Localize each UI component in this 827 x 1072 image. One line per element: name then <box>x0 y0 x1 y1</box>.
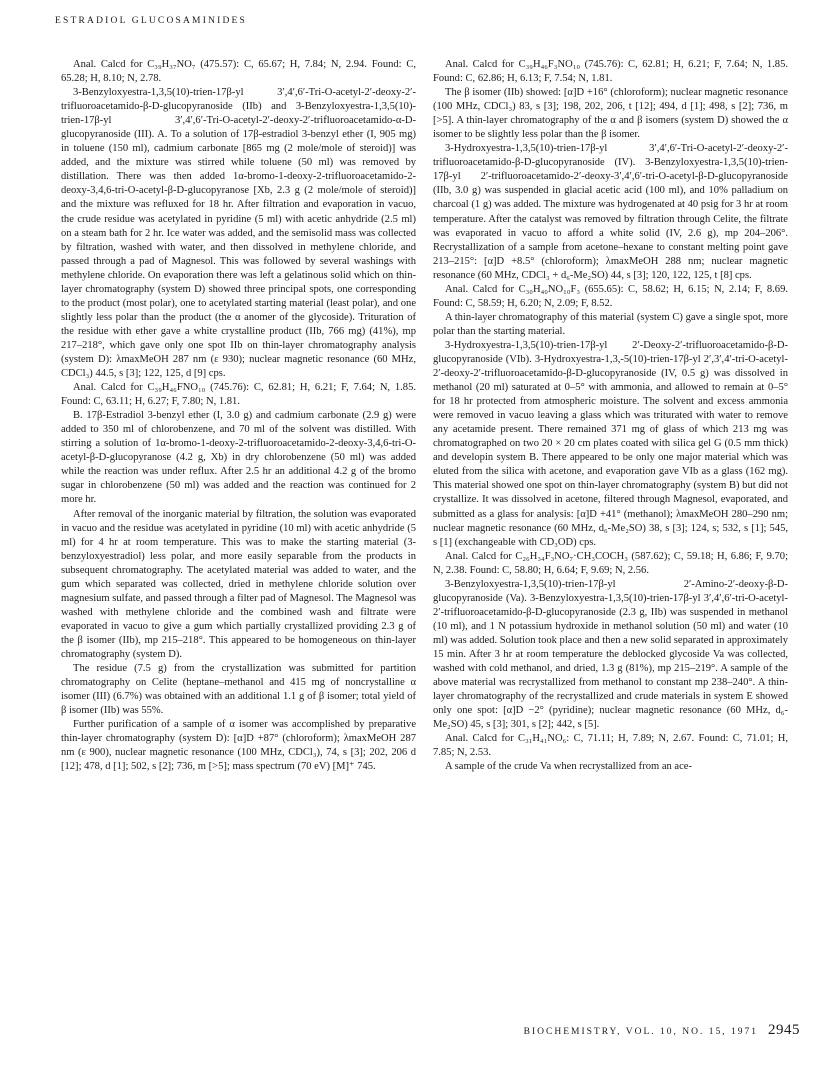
paragraph: Anal. Calcd for C₃₉H₃₇NO₇ (475.57): C, 65.67; H, 7.84; N, 2.94. Found: C, 65.28; H, 8.10; N, 2.78. <box>61 59 416 85</box>
paragraph: The β isomer (IIb) showed: [α]D +16° (chloroform); nuclear magnetic resonance (100 MHz, CDCl₃) 83, s [3]; 198, 202, 206, t [12]; 494, d [1]; 498, s [2]; 736, m [>5]. A thin-layer chromatography of the α and β isomers (system D) showed the α isomer to be slightly less polar than the β isomer. <box>433 87 788 141</box>
paragraph: 3-Hydroxyestra-1,3,5(10)-trien-17β-yl 3′,4′,6′-Tri-O-acetyl-2′-deoxy-2′-trifluoroacetamido-β-D-glucopyranoside (IV). 3-Benzyloxyestra-1,3,5(10)-trien-17β-yl 2′-trifluoroacetamido-2′-deoxy-3′,4′,6′-tri-O-acetyl-β-D-glucopyranoside (IIb, 3.0 g) was suspended in glacial acetic acid (100 ml), and 10% palladium on charcoal (1 g) was added. The mixture was hydrogenated at 40 psig for 3 hr at room temperature. After the catalyst was removed by filtration through Celite, the filtrate was evaporated in vacuo to afford a white solid (IV, 2.6 g), mp 204–206°. Recrystallization of a sample from acetone–hexane to constant melting point gave 213–215°: [α]D +8.5° (chloroform); λmaxMeOH 288 nm; nuclear magnetic resonance (60 MHz, CDCl₃ + d₆-Me₂SO) 44, s [3]; 120, 122, 125, t [8] cps. <box>433 143 788 281</box>
paragraph: Anal. Calcd for C₃₉H₄₆FNO₁₀ (745.76): C, 62.81; H, 6.21; F, 7.64; N, 1.85. Found: C, 63.11; H, 6.27; F, 7.80; N, 1.81. <box>61 382 416 408</box>
paragraph: B. 17β-Estradiol 3-benzyl ether (I, 3.0 g) and cadmium carbonate (2.9 g) were added to 350 ml of chlorobenzene, and 70 ml of the solvent was distilled. With stirring a solution of 1α-bromo-1-deoxy-2-trifluoroacetamido-2-deoxy-3,4,6-tri-O-acetyl-β-D-glucopyranose (4.2 g, Xb) in dry chlorobenzene (50 ml) was added while the reaction was under reflux. After 2.5 hr an additional 4.2 g of the bromo sugar in chlorobenzene (50 ml) was added and the reaction was continued for 2 more hr. <box>61 410 416 506</box>
paragraph: Further purification of a sample of α isomer was accomplished by preparative thin-layer chromatography (system D): [α]D +87° (chloroform); λmaxMeOH 287 nm (ε 900), nuclear magnetic resonance (100 MHz, CDCl₃), 74, s [3]; 202, 206 d [12]; 478, d [1]; 502, s [2]; 736, m [>5]; mass spectrum (70 eV) [M]⁺ 745. <box>61 719 416 773</box>
paragraph: After removal of the inorganic material by filtration, the solution was evaporated in vacuo and the residue was acetylated in pyridine (10 ml) with acetic anhydride (5 ml) for 4 hr at room temperature. This was to make the starting material (3-benzyloxyestradiol) less polar, and more easily separable from the products in subsequent chromatography. The acetylated material was added to water, and the gum which separated was collected, dried in methylene chloride solution over magnesium sulfate, and passed through a filter pad of Magnesol. The Magnesol was washed with methylene chloride and the combined wash and filtrate were evaporated in vacuo to give a gum which partially crystallized providing 2.3 g of the β isomer (IIb), mp 215–218°. This appeared to be homogeneous on thin-layer chromatography (system D). <box>61 508 416 660</box>
paragraph: 3-Benzyloxyestra-1,3,5(10)-trien-17β-yl 2′-Amino-2′-deoxy-β-D-glucopyranoside (Va). 3-Benzyloxyestra-1,3,5(10)-trien-17β-yl 3′,4′,6′-tri-O-acetyl-2′-trifluoroacetamido-β-D-glucopyranoside (2.3 g, IIb) was suspended in methanol (10 ml), and 1 N potassium hydroxide in methanol solution (50 ml) and water (10 ml) was added. Solution took place and then a new solid separated in approximately 15 min. After 3 hr at room temperature the deblocked glycoside Va was collected, washed with cold methanol, and dried, 1.3 g (81%), mp 215–219°. A sample of the above material was recrystallized from methanol to constant mp 238–240°. A thin-layer chromatography of the recrystallized and crude materials in system E showed only one spot: [α]D −2° (pyridine); nuclear magnetic resonance (60 MHz, d₆-Me₂SO) 45, s [3]; 301, s [2]; 442, s [5]. <box>433 578 788 731</box>
running-head: ESTRADIOL GLUCOSAMINIDES <box>55 16 248 26</box>
page-footer <box>440 1022 800 1039</box>
paragraph: 3-Hydroxyestra-1,3,5(10)-trien-17β-yl 2′-Deoxy-2′-trifluoroacetamido-β-D-glucopyranoside (VIb). 3-Hydroxyestra-1,3,-5(10)-trien-17β-yl 2′,3′,4′-tri-O-acetyl-2′-deoxy-2′-trifluoroacetamido-β-D-glucopyranoside (IV, 0.5 g) was dissolved in methanol (20 ml) saturated at 0–5° with ammonia, and allowed to remain at 0–5° for 18 hr protected from atmospheric moisture. The solvent and excess ammonia were removed in vacuo leaving a glass which was triturated with water to remove any acetamide present. There remained 371 mg of glass of which 213 mg was chromatographed on two 20 × 20 cm plates coated with silica gel G (0.5 mm thick) and developin system B. There appeared to be only one major material which was eluted from the silica with acetone, and evaporation gave VIb as a glass (162 mg). This material showed one spot on thin-layer chromatography (system B) but did not crystallize. It was dissolved in acetone, filtered through Magnesol, evaporated, and submitted as a glass for analysis: [α]D +41° (methanol); λmaxMeOH 280–290 nm; nuclear magnetic resonance (60 MHz, d₆-Me₂SO) 38, s [3]; 124, s; 532, s [1]; 545, s [1] (exchangeable with CD₃OD) cps. <box>433 339 788 548</box>
paragraph: 3-Benzyloxyestra-1,3,5(10)-trien-17β-yl 3′,4′,6′-Tri-O-acetyl-2′-deoxy-2′-trifluoroacetamido-β-D-glucopyranoside (IIb) and 3-Benzyloxyestra-1,3,5(10)-trien-17β-yl 3′,4′,6′-Tri-O-acetyl-2′-deoxy-2′-trifluoroacetamido-α-D-glucopyranoside (III). A. To a solution of 17β-estradiol 3-benzyl ether (I, 905 mg) in toluene (150 ml), cadmium carbonate [865 mg (2 mole/mole of steroid)] was added, and the mixture was stirred while toluene (50 ml) was removed by distillation. There was then added 1α-bromo-1-deoxy-2-trifluoroacetamido-2-deoxy-3,4,6-tri-O-acetyl-β-D-glucopyranose [Xb, 2.3 g (2 mole/mole of steroid)] and the mixture was refluxed for 18 hr. After filtration and evaporation in vacuo, the crude residue was acetylated in pyridine (5 ml) with acetic anhydride (2.5 ml) on a steam bath for 2 hr. Ice water was added, and the semisolid mass was collected by filtration, washed with water, and then dissolved in methylene chloride, and passed through a pad of Magnesol. This was followed by several washings with methylene chloride. On evaporation there was left a gelatinous solid which on thin-layer chromatography (system D) showed three principal spots, one corresponding to the product (most polar), one to acetylated starting material (least polar), and one slightly less polar than the product (the α anomer of the glycoside). Trituration of the residue with ether gave a white crystalline product (IIb, 766 mg) (41%), mp 217–218°, which gave only one spot IIb on thin-layer chromatography analysis (system D): λmaxMeOH 287 nm (ε 930); nuclear magnetic resonance (60 MHz, CDCl₃) 44.5, s [3]; 122, 125, d [9] cps. <box>61 87 416 380</box>
paragraph: Anal. Calcd for C₂₆H₃₄F₃NO₇·CH₃COCH₃ (587.62); C, 59.18; H, 6.86; F, 9.70; N, 2.38. Found: C, 58.80; H, 6.64; F, 9.69; N, 2.56. <box>433 550 788 576</box>
right-column <box>433 58 788 774</box>
paragraph: The residue (7.5 g) from the crystallization was submitted for partition chromatography on Celite (heptane–methanol and 415 mg of noncrystalline α isomer (III) (6.7%) was obtained with an additional 1.1 g of β isomer; total yield of β isomer (IIb) was 55%. <box>61 663 416 717</box>
page-number: 2945 <box>768 1022 800 1038</box>
paragraph: A sample of the crude Va when recrystallized from an ace- <box>445 761 692 773</box>
paragraph: Anal. Calcd for C₃₀H₄₀NO₁₀F₃ (655.65): C, 58.62; H, 6.15; N, 2.14; F, 8.69. Found: C, 58.59; H, 6.20; N, 2.09; F, 8.52. <box>433 283 788 309</box>
paragraph: A thin-layer chromatography of this material (system C) gave a single spot, more polar than the starting material. <box>433 311 788 337</box>
journal-citation: BIOCHEMISTRY, VOL. 10, NO. 15, 1971 <box>523 1027 758 1037</box>
paragraph: Anal. Calcd for C₃₉H₄₆F₃NO₁₀ (745.76): C, 62.81; H, 6.21; F, 7.64; N, 1.85. Found: C, 62.86; H, 6.13; F, 7.54; N, 1.81. <box>433 59 788 85</box>
left-column <box>61 58 416 774</box>
paragraph: Anal. Calcd for C₃₁H₄₁NO₆: C, 71.11; H, 7.89; N, 2.67. Found: C, 71.01; H, 7.85; N, 2.53. <box>433 733 788 759</box>
